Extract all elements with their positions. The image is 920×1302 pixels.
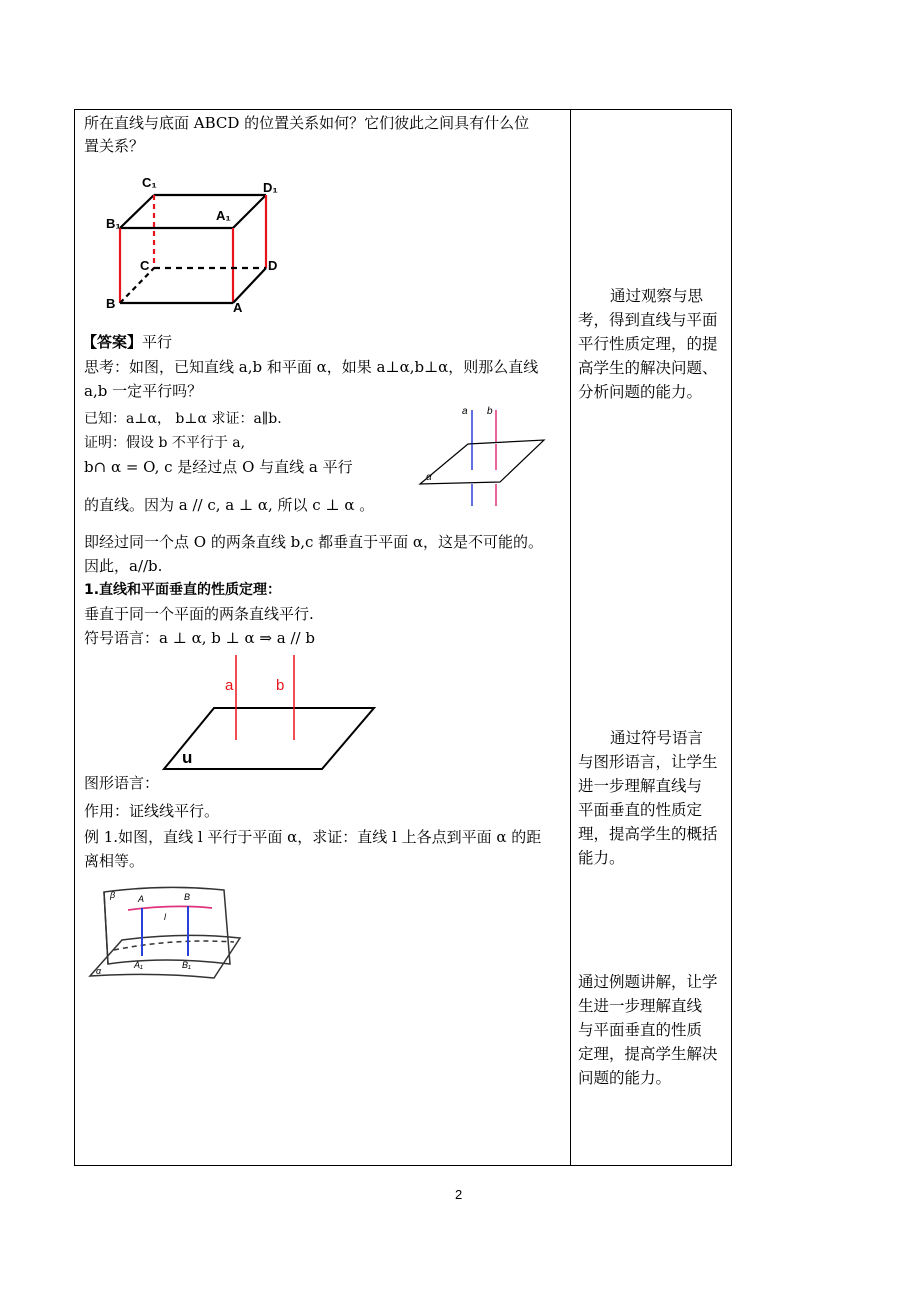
intro-line-2: 置关系？: [84, 137, 145, 155]
answer-value: 平行: [142, 333, 173, 351]
side-note-2-line: 与图形语言，让学生: [578, 753, 718, 771]
fig4-label-a: A: [138, 894, 145, 904]
fig4-label-l: l: [164, 912, 166, 922]
example-line-2: 离相等。: [84, 852, 145, 870]
edge-d1-a1: [233, 195, 266, 228]
proof-line-3: 的直线。因为 a // c, a ⊥ α, 所以 c ⊥ α 。: [84, 496, 375, 514]
fig2-label-b: b: [487, 406, 493, 417]
box-figure: [100, 170, 300, 315]
graph-language: 图形语言：: [84, 774, 160, 792]
think-line-1: 思考：如图，已知直线 a,b 和平面 α，如果 a⊥α,b⊥α，则那么直线: [84, 358, 539, 376]
theorem-title: 1.直线和平面垂直的性质定理：: [84, 582, 282, 598]
proof-line-5: 因此，a//b.: [84, 557, 163, 575]
page-number: 2: [455, 1187, 463, 1202]
fig3-label-a: a: [225, 677, 234, 694]
symbol-language: 符号语言：a ⊥ α, b ⊥ α ⇒ a // b: [84, 629, 315, 647]
intro-line-1: 所在直线与底面 ABCD 的位置关系如何？它们彼此之间具有什么位: [84, 114, 530, 132]
perpendicular-lines-figure: [408, 400, 553, 510]
side-note-2-line: 能力。: [578, 849, 625, 867]
side-note-1-line: 考，得到直线与平面: [578, 311, 718, 329]
side-note-2-line: 通过符号语言: [610, 729, 704, 747]
theorem-text: 垂直于同一个平面的两条直线平行.: [84, 605, 314, 623]
edge-b1-c1: [120, 195, 154, 228]
usage: 作用：证线线平行。: [84, 802, 220, 820]
proof-line-4: 即经过同一个点 O 的两条直线 b,c 都垂直于平面 α，这是不可能的。: [84, 533, 544, 551]
side-note-2-line: 进一步理解直线与: [578, 777, 703, 795]
label-c1: C₁: [142, 175, 157, 190]
side-note-3-line: 生进一步理解直线: [578, 997, 703, 1015]
label-a1: A₁: [216, 208, 231, 223]
label-c: C: [140, 258, 150, 273]
fig3-label-b: b: [276, 677, 285, 694]
answer: [82, 331, 172, 353]
proof-line-1: 证明：假设 b 不平行于 a,: [84, 435, 246, 451]
side-note-1-line: 通过观察与思: [610, 287, 704, 305]
label-d: D: [268, 258, 278, 273]
side-note-3: [578, 970, 728, 1090]
side-note-3-line: 通过例题讲解，让学: [578, 973, 718, 991]
column-divider: [570, 109, 571, 1166]
label-d1: D₁: [263, 180, 278, 195]
fig4-label-beta: β: [110, 890, 116, 900]
side-note-2-line: 平面垂直的性质定: [578, 801, 703, 819]
fig4-label-b1: B₁: [182, 960, 191, 970]
fig2-label-alpha: α: [426, 472, 432, 483]
known-statement: 已知：a⊥α， b⊥α 求证：a∥b.: [84, 411, 282, 427]
theorem-plane: [164, 708, 374, 769]
label-b: B: [106, 296, 116, 311]
think-line-2: a,b 一定平行吗？: [84, 382, 203, 400]
example-line-1: 例 1.如图，直线 l 平行于平面 α，求证：直线 l 上各点到平面 α 的距: [84, 828, 542, 846]
answer-label: 【答案】: [82, 333, 143, 351]
side-note-3-line: 问题的能力。: [578, 1069, 672, 1087]
side-note-1: [578, 284, 728, 404]
side-note-1-line: 平行性质定理，的提: [578, 335, 718, 353]
theorem-figure: [160, 655, 380, 775]
plane-beta: [104, 887, 230, 964]
side-note-1-line: 高学生的解决问题、: [578, 359, 718, 377]
fig4-label-alpha: α: [96, 966, 102, 976]
fig4-label-a1: A₁: [134, 960, 143, 970]
plane-alpha: [420, 440, 544, 484]
label-a: A: [233, 300, 243, 315]
side-note-1-line: 分析问题的能力。: [578, 383, 703, 401]
side-note-3-line: 与平面垂直的性质: [578, 1021, 703, 1039]
example-figure: [84, 880, 244, 985]
fig3-label-alpha: u: [182, 748, 193, 767]
side-note-3-line: 定理，提高学生解决: [578, 1045, 718, 1063]
fig2-label-a: a: [462, 406, 468, 417]
label-b1: B₁: [106, 216, 121, 231]
side-note-2: [578, 726, 728, 870]
edge-a-d: [233, 268, 266, 303]
edge-b-c: [120, 268, 154, 303]
fig4-label-b: B: [184, 892, 191, 902]
proof-line-2: b∩ α = O, c 是经过点 O 与直线 a 平行: [84, 458, 353, 476]
side-note-2-line: 理，提高学生的概括: [578, 825, 718, 843]
